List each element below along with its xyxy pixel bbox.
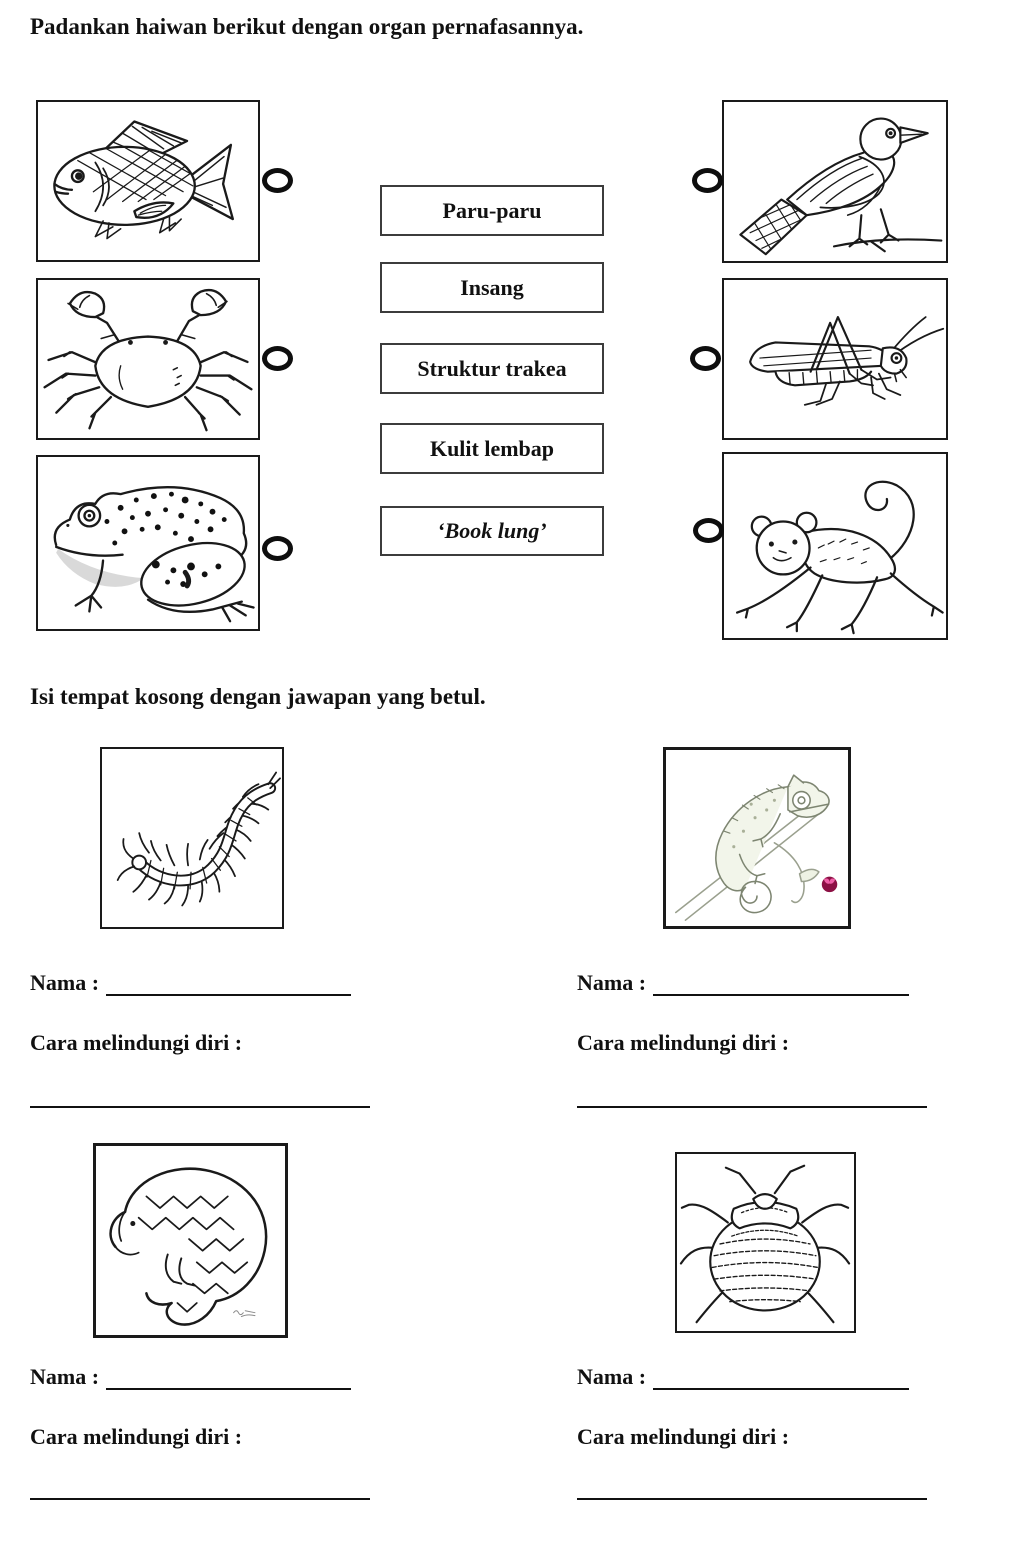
name-label: Nama :	[30, 1364, 100, 1389]
name-label: Nama :	[577, 970, 647, 995]
fish-image	[38, 102, 258, 260]
protection-label-chameleon: Cara melindungi diri :	[577, 1030, 790, 1055]
answer-line-chameleon[interactable]	[577, 1106, 927, 1108]
bird-box	[722, 100, 948, 263]
match-circle-crab[interactable]	[262, 346, 293, 371]
monkey-box	[722, 452, 948, 640]
chameleon-image	[666, 750, 848, 926]
option-struktur-trakea[interactable]: Struktur trakea	[380, 343, 604, 394]
butterfly-icon	[822, 877, 837, 892]
crab-image	[38, 280, 258, 438]
bird-image	[724, 102, 946, 261]
centipede-image	[102, 749, 282, 927]
answer-line-pangolin[interactable]	[30, 1498, 370, 1500]
option-paru-paru[interactable]: Paru-paru	[380, 185, 604, 236]
protection-label-centipede: Cara melindungi diri :	[30, 1030, 243, 1055]
bedbug-image	[677, 1154, 854, 1331]
crab-box	[36, 278, 260, 440]
option-book-lung[interactable]: ‘Book lung’	[380, 506, 604, 556]
option-insang[interactable]: Insang	[380, 262, 604, 313]
match-circle-fish[interactable]	[262, 168, 293, 193]
frog-image	[38, 457, 258, 629]
grasshopper-box	[722, 278, 948, 440]
name-blank-centipede[interactable]	[106, 970, 351, 996]
section2-title: Isi tempat kosong dengan jawapan yang betul.	[30, 684, 486, 709]
pangolin-image	[96, 1146, 285, 1335]
grasshopper-image	[724, 280, 946, 438]
protection-label-bedbug: Cara melindungi diri :	[577, 1424, 790, 1449]
name-field-bedbug	[577, 1364, 909, 1390]
monkey-image	[724, 454, 946, 638]
protection-label-pangolin: Cara melindungi diri :	[30, 1424, 243, 1449]
match-circle-frog[interactable]	[262, 536, 293, 561]
centipede-box	[100, 747, 284, 929]
name-blank-pangolin[interactable]	[106, 1364, 351, 1390]
answer-line-centipede[interactable]	[30, 1106, 370, 1108]
chameleon-box	[663, 747, 851, 929]
match-circle-grasshopper[interactable]	[690, 346, 721, 371]
match-circle-monkey[interactable]	[693, 518, 724, 543]
bedbug-box	[675, 1152, 856, 1333]
name-field-centipede	[30, 970, 351, 996]
name-label: Nama :	[30, 970, 100, 995]
name-label: Nama :	[577, 1364, 647, 1389]
name-field-pangolin	[30, 1364, 351, 1390]
frog-box	[36, 455, 260, 631]
artist-signature	[234, 1311, 255, 1317]
name-blank-chameleon[interactable]	[653, 970, 909, 996]
option-kulit-lembap[interactable]: Kulit lembap	[380, 423, 604, 474]
section1-title: Padankan haiwan berikut dengan organ pernafasannya.	[30, 14, 584, 39]
pangolin-box	[93, 1143, 288, 1338]
answer-line-bedbug[interactable]	[577, 1498, 927, 1500]
fish-box	[36, 100, 260, 262]
match-circle-bird[interactable]	[692, 168, 723, 193]
name-blank-bedbug[interactable]	[653, 1364, 909, 1390]
name-field-chameleon	[577, 970, 909, 996]
